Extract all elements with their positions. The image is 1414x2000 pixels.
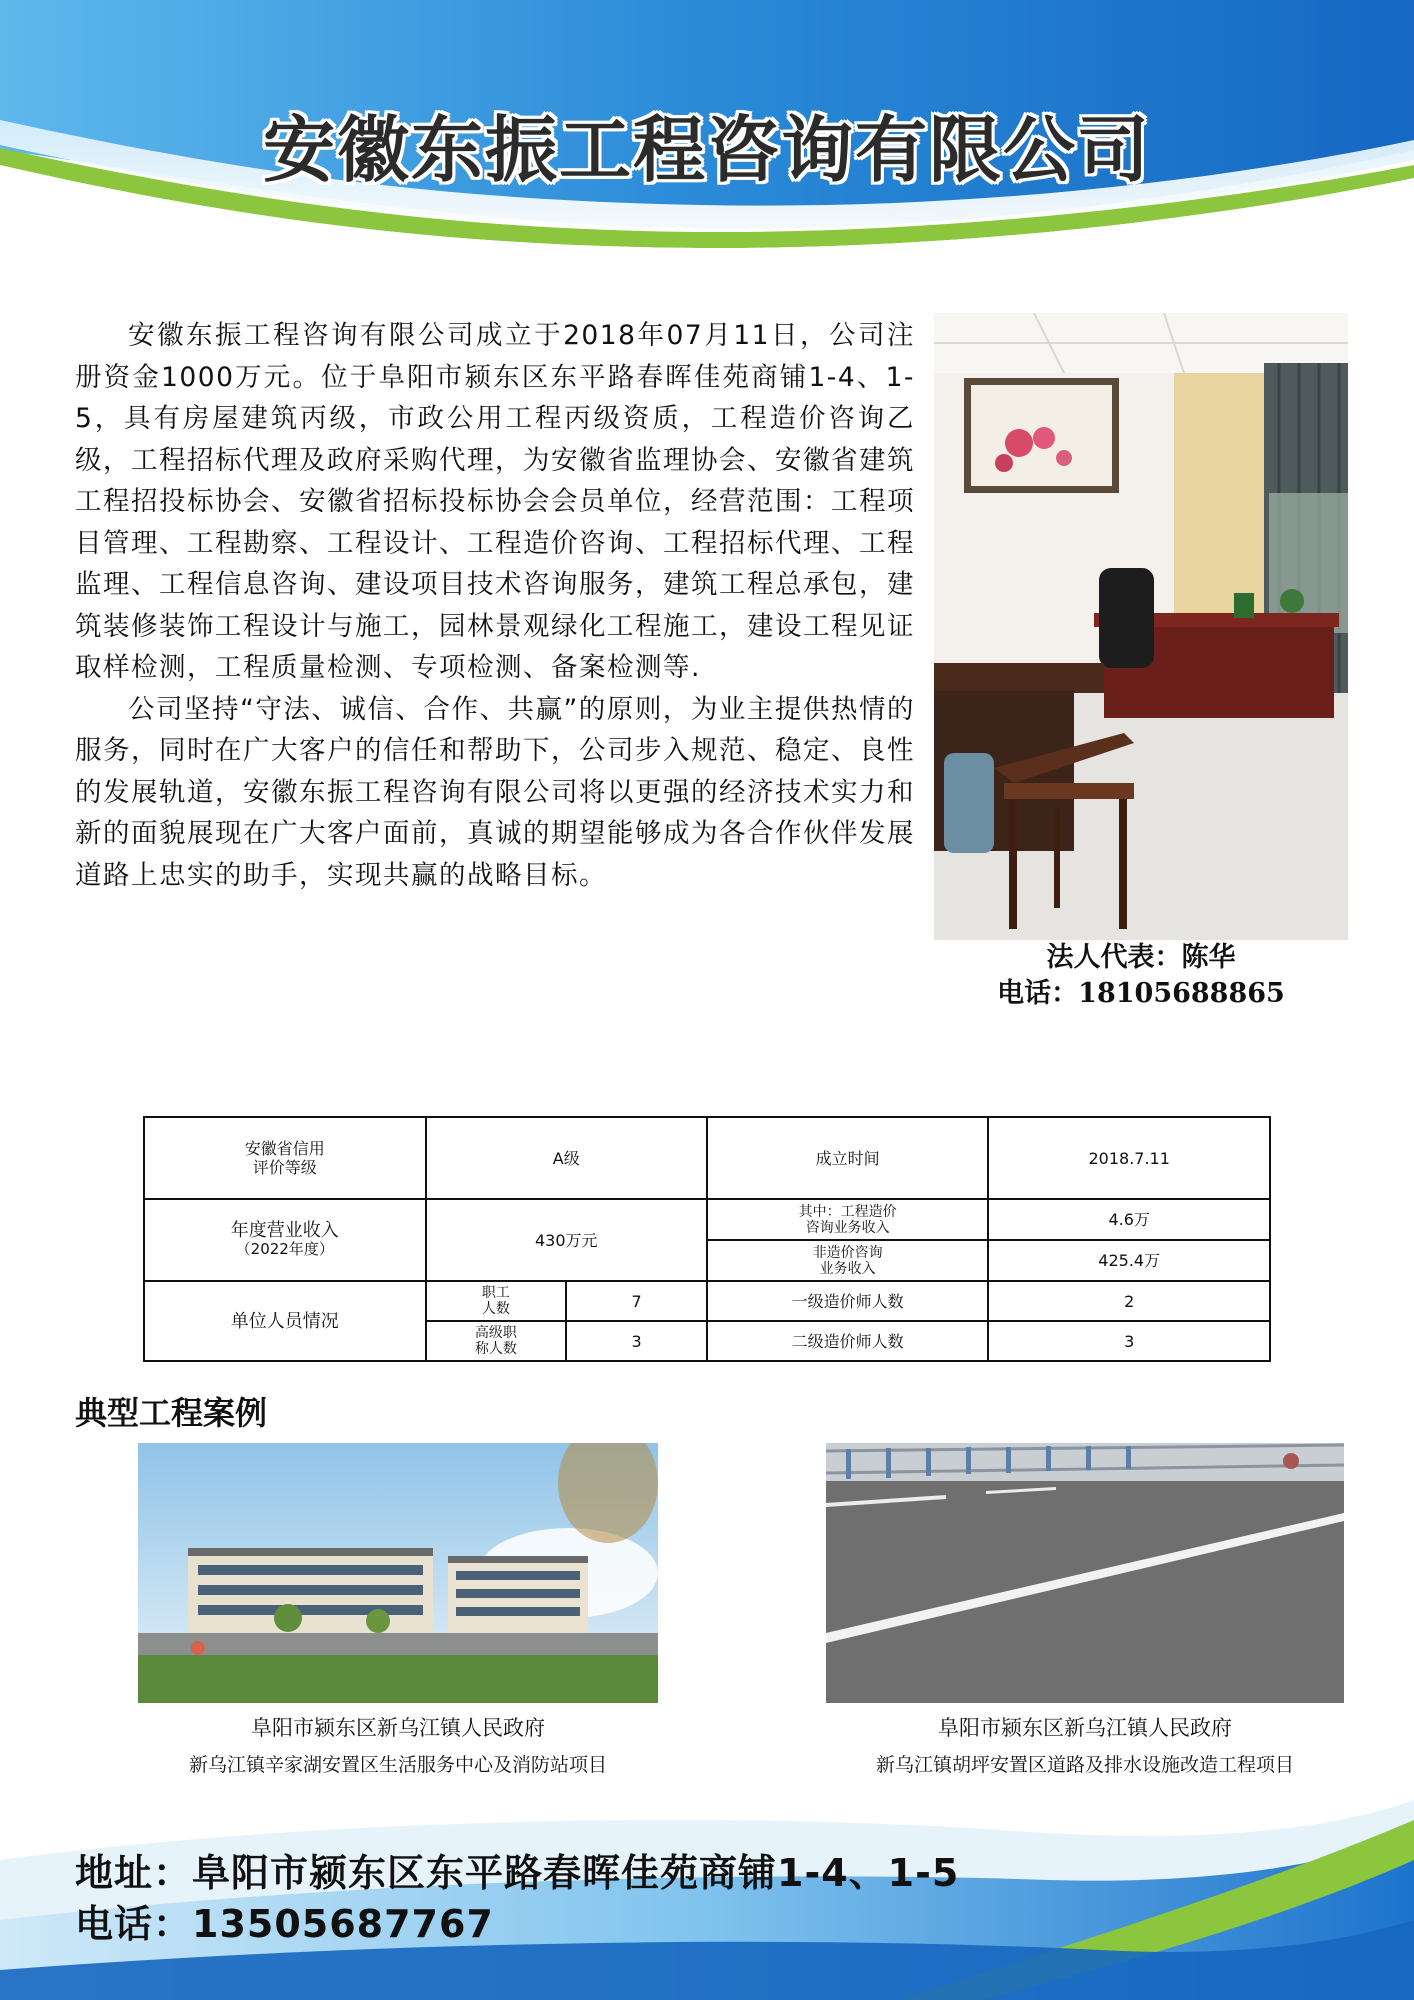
credit-value-cell: A级 (426, 1117, 707, 1199)
case-1-title: 阜阳市颍东区新乌江镇人民政府 (251, 1716, 545, 1740)
page-title: 安徽东振工程咨询有限公司 (262, 107, 1151, 192)
level2-value-cell: 3 (988, 1321, 1270, 1361)
noncost-income-label-cell: 非造价咨询 业务收入 (707, 1240, 988, 1281)
legal-rep-phone: 电话：18105688865 (997, 978, 1285, 1009)
table-row (144, 1199, 1270, 1240)
employees-value-cell: 7 (566, 1281, 707, 1321)
case-photo-road (826, 1443, 1344, 1703)
intro-paragraph-1: 安徽东振工程咨询有限公司成立于2018年07月11日，公司注册资金1000万元。位于阜阳市颍东区东平路春晖佳苑商铺1-4、1-5，具有房屋建筑丙级，市政公用工程丙级资质，工程造价咨询乙级，工程招标代理及政府采购代理，为安徽省监理协会、安徽省建筑工程招投标协会、安徽省招标投标协会会员单位，经营范围：工程项目管理、工程勘察、工程设计、工程造价咨询、工程招标代理、工程监理、工程信息咨询、建设项目技术咨询服务，建筑工程总承包，建筑装修装饰工程设计与施工，园林景观绿化工程施工，建设工程见证取样检测，工程质量检测、专项检测、备案检测等. (75, 320, 915, 683)
revenue-label-cell: 年度营业收入 （2022年度） (144, 1199, 426, 1281)
office-photo (934, 313, 1348, 940)
founded-value-cell: 2018.7.11 (988, 1117, 1270, 1199)
intro-paragraph-2: 公司坚持“守法、诚信、合作、共赢”的原则，为业主提供热情的服务，同时在广大客户的信任和帮助下，公司步入规范、稳定、良性的发展轨道，安徽东振工程咨询有限公司将以更强的经济技术实力和新的面貌展现在广大客户面前，真诚的期望能够成为各合作伙伴发展道路上忠实的助手，实现共赢的战略目标。 (75, 693, 915, 891)
credit-label-cell: 安徽省信用 评价等级 (144, 1117, 426, 1199)
legal-rep-name: 法人代表：陈华 (1046, 942, 1236, 973)
noncost-income-value-cell: 425.4万 (988, 1240, 1270, 1281)
footer-address: 地址：阜阳市颍东区东平路春晖佳苑商铺1-4、1-5 (75, 1851, 960, 1895)
legal-representative (934, 940, 1348, 1012)
cost-income-value-cell: 4.6万 (988, 1199, 1270, 1240)
table-row (144, 1117, 1270, 1199)
case-2-project: 新乌江镇胡坪安置区道路及排水设施改造工程项目 (875, 1754, 1294, 1776)
cases-heading: 典型工程案例 (75, 1394, 268, 1432)
case-photo-building (138, 1443, 658, 1703)
case-2-title: 阜阳市颍东区新乌江镇人民政府 (938, 1716, 1232, 1740)
employees-label-cell: 职工 人数 (426, 1281, 567, 1321)
table-row (144, 1281, 1270, 1321)
senior-staff-value-cell: 3 (566, 1321, 707, 1361)
company-intro (75, 315, 915, 896)
level1-value-cell: 2 (988, 1281, 1270, 1321)
level2-label-cell: 二级造价师人数 (707, 1321, 988, 1361)
cost-income-label-cell: 其中：工程造价 咨询业务收入 (707, 1199, 988, 1240)
founded-label-cell: 成立时间 (707, 1117, 988, 1199)
senior-staff-label-cell: 高级职 称人数 (426, 1321, 567, 1361)
footer-phone: 电话：13505687767 (75, 1902, 494, 1946)
case-1-project: 新乌江镇辛家湖安置区生活服务中心及消防站项目 (188, 1754, 607, 1776)
revenue-value-cell: 430万元 (426, 1199, 707, 1281)
staff-label-cell: 单位人员情况 (144, 1281, 426, 1361)
level1-label-cell: 一级造价师人数 (707, 1281, 988, 1321)
company-info-table (143, 1116, 1271, 1362)
